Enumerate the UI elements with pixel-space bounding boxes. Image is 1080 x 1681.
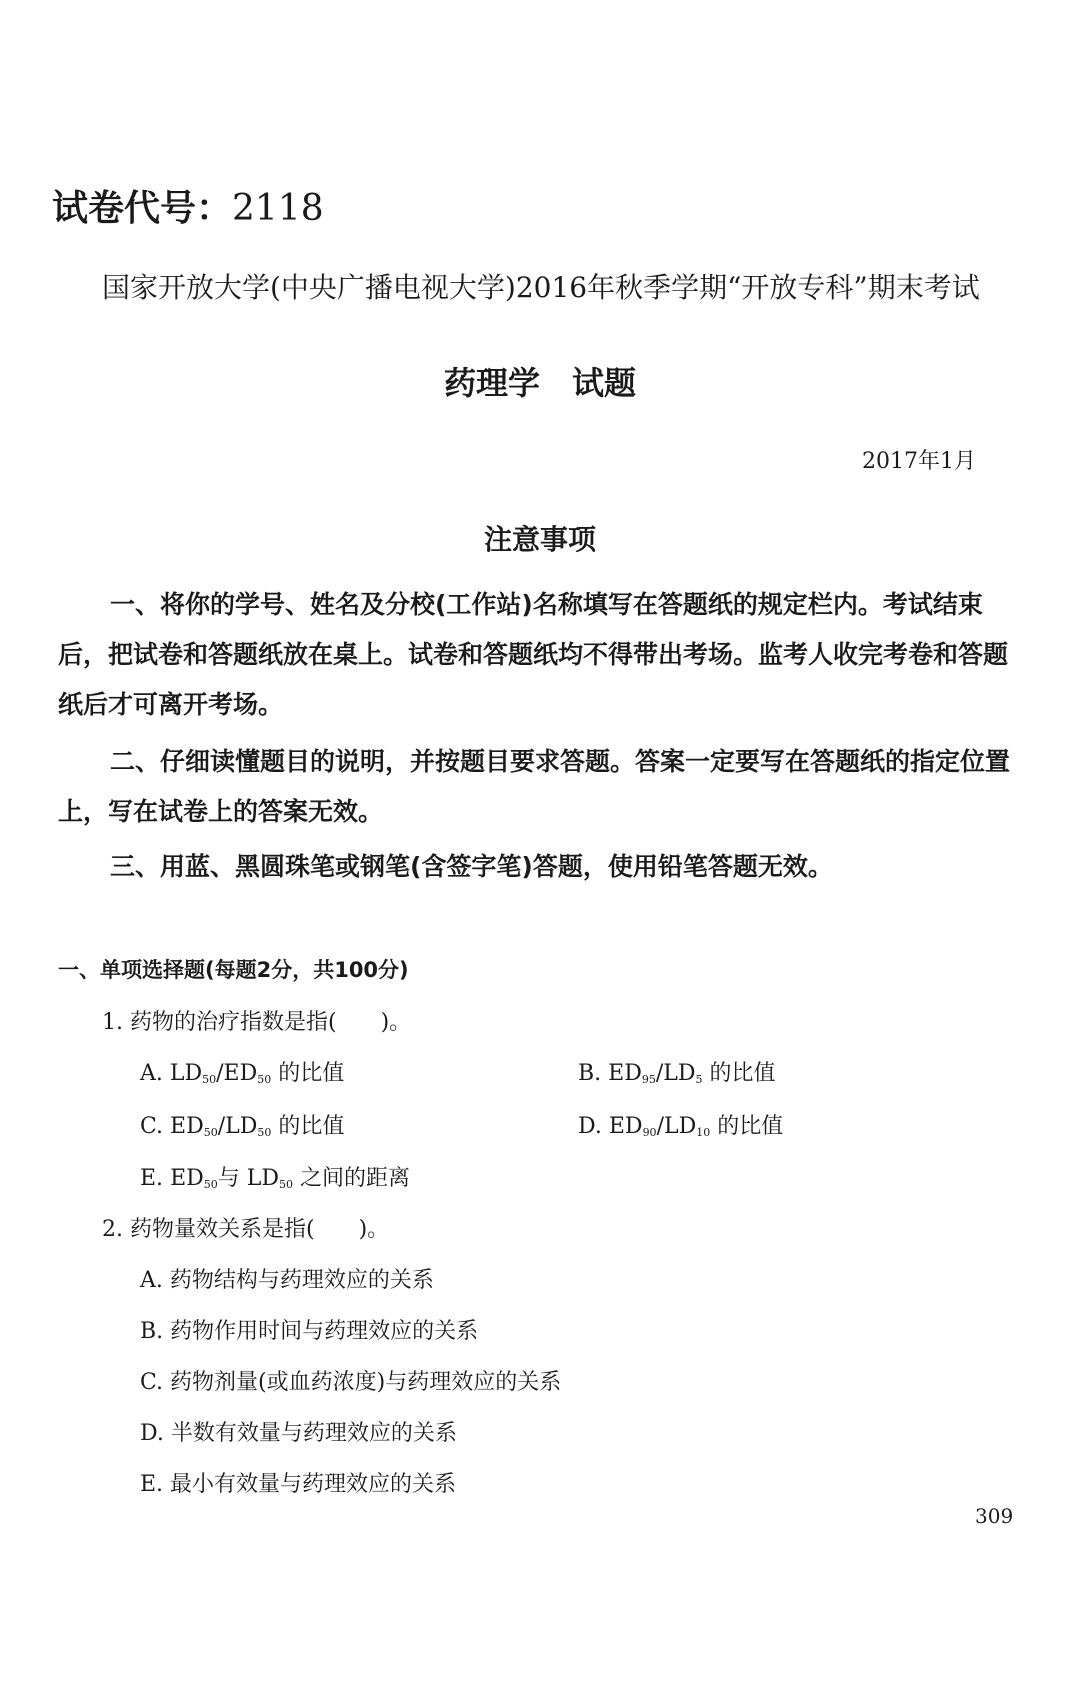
option-text: /ED bbox=[216, 1061, 258, 1086]
option-text: ED bbox=[608, 1114, 643, 1139]
option-d: D. 半数有效量与药理效应的关系 bbox=[140, 1421, 457, 1446]
option-letter: E. bbox=[140, 1166, 164, 1191]
option-text: 的比值 bbox=[710, 1114, 784, 1139]
option-text: 的比值 bbox=[702, 1061, 776, 1086]
section-title: 一、单项选择题(每题2分，共100分) bbox=[58, 958, 409, 982]
option-e bbox=[140, 1161, 410, 1192]
subscript: 5 bbox=[695, 1073, 703, 1086]
option-letter: D. bbox=[578, 1114, 602, 1139]
subscript: 50 bbox=[257, 1073, 272, 1086]
subscript: 95 bbox=[641, 1073, 656, 1086]
option-letter: B. bbox=[578, 1061, 602, 1086]
option-b: B. 药物作用时间与药理效应的关系 bbox=[140, 1319, 479, 1344]
subscript: 90 bbox=[642, 1126, 657, 1139]
option-c bbox=[140, 1109, 344, 1140]
subscript: 10 bbox=[696, 1126, 711, 1139]
exam-title: 国家开放大学(中央广播电视大学)2016年秋季学期“开放专科”期末考试 bbox=[102, 271, 980, 304]
subscript: 50 bbox=[257, 1126, 272, 1139]
subscript: 50 bbox=[203, 1126, 218, 1139]
option-letter: C. bbox=[140, 1114, 164, 1139]
option-d bbox=[578, 1109, 783, 1140]
option-text: LD bbox=[169, 1061, 203, 1086]
option-letter: A. bbox=[140, 1061, 163, 1086]
subscript: 50 bbox=[203, 1178, 218, 1191]
subscript: 50 bbox=[202, 1073, 217, 1086]
option-text: ED bbox=[170, 1114, 204, 1139]
option-text: /LD bbox=[655, 1061, 696, 1086]
subject-title: 药理学 试题 bbox=[443, 364, 636, 402]
exam-code-value: 2118 bbox=[232, 188, 324, 229]
exam-date: 2017年1月 bbox=[862, 449, 976, 474]
question-stem: 1. 药物的治疗指数是指( )。 bbox=[102, 1010, 412, 1035]
option-b bbox=[578, 1056, 776, 1087]
option-a bbox=[140, 1056, 344, 1087]
option-text: /LD bbox=[217, 1114, 258, 1139]
subscript: 50 bbox=[279, 1178, 294, 1191]
question-stem: 2. 药物量效关系是指( )。 bbox=[102, 1217, 390, 1242]
exam-code-label: 试卷代号： bbox=[52, 188, 233, 229]
exam-code bbox=[52, 180, 324, 231]
notice-item: 三、用蓝、黑圆珠笔或钢笔(含签字笔)答题，使用铅笔答题无效。 bbox=[110, 852, 833, 881]
page-number: 309 bbox=[975, 1504, 1014, 1528]
option-text: 与 LD bbox=[217, 1166, 280, 1191]
option-text: 的比值 bbox=[271, 1114, 345, 1139]
option-text: ED bbox=[608, 1061, 642, 1086]
option-e: E. 最小有效量与药理效应的关系 bbox=[140, 1472, 457, 1497]
option-a: A. 药物结构与药理效应的关系 bbox=[140, 1268, 434, 1293]
option-text: 的比值 bbox=[271, 1061, 345, 1086]
notice-heading: 注意事项 bbox=[483, 523, 596, 556]
notice-item: 一、将你的学号、姓名及分校(工作站)名称填写在答题纸的规定栏内。考试结束后，把试卷和答题纸放在桌上。试卷和答题纸均不得带出考场。监考人收完考卷和答题纸后才可离开考场。 bbox=[58, 590, 1009, 719]
option-text: 之间的距离 bbox=[293, 1166, 411, 1191]
option-c: C. 药物剂量(或血药浓度)与药理效应的关系 bbox=[140, 1370, 562, 1395]
notice-item: 二、仔细读懂题目的说明，并按题目要求答题。答案一定要写在答题纸的指定位置上，写在试卷上的答案无效。 bbox=[58, 747, 1011, 826]
option-text: ED bbox=[170, 1166, 204, 1191]
option-text: /LD bbox=[656, 1114, 697, 1139]
